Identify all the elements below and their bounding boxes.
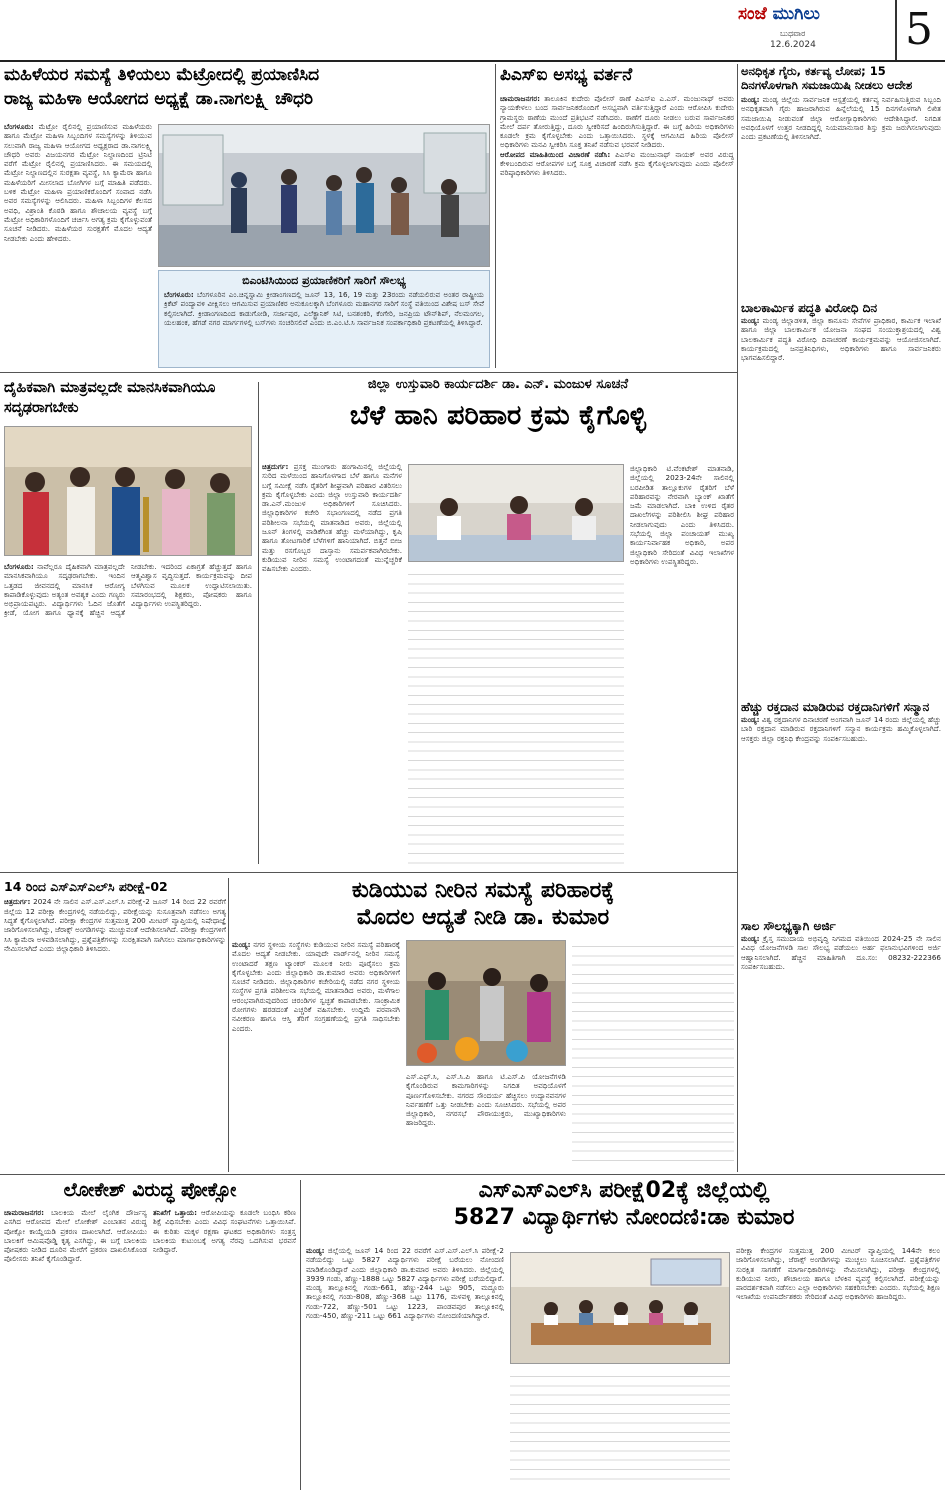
story-body-text-2: ಪಿಎಸ್‌ಐ ಮಂಜುನಾಥ್ ನಾಯಕ್ ಅವರ ವಿರುದ್ಧ ಕೇಳಿಬಂದಿರುವ ಆರೋಪಗಳ ಬಗ್ಗೆ ಸೂಕ್ತ ವಿಚಾರಣೆ ನಡೆಸಿ ಕ್ರಮ ಕೈಗೊಳ್ಳಲಾಗುವುದು ಎಂದು ಪೊಲೀಸ್ ವರಿಷ್ಠಾಧಿಕಾರಿಗಳು ತಿಳಿಸಿದರು. [500,149,734,178]
story-sslc-exam-schedule [4,880,226,1172]
story-dateline: ಚಾಮರಾಜನಗರ: [500,94,541,103]
story-body-text: ಬಾಲಕಿಯ ಮೇಲೆ ಲೈಂಗಿಕ ದೌರ್ಜನ್ಯ ಎಸಗಿದ ಆರೋಪದ ಮೇಲೆ ಲೋಕೇಶ್ ಎಂಬಾತನ ವಿರುದ್ಧ ಪೋಕ್ಸೋ ಕಾಯ್ದೆಯಡಿ ಪ್ರಕರಣ ದಾಖಲಾಗಿದೆ. ಆರೋಪಿಯು ಬಾಲಕಿಗೆ ಆಮಿಷವೊಡ್ಡಿ ಕೃತ್ಯ ಎಸಗಿದ್ದು, ಈ ಬಗ್ಗೆ ಬಾಲಕಿಯ ಪೋಷಕರು ನೀಡಿದ ದೂರಿನ ಮೇರೆಗೆ ಪ್ರಕರಣ ದಾಖಲಿಸಿಕೊಂಡ ಪೊಲೀಸರು ತನಿಖೆ ಕೈಗೊಂಡಿದ್ದಾರೆ. [4,1208,147,1264]
story-dateline: ಮಂಡ್ಯ: [232,940,251,949]
story-subhead: ತನಿಖೆಗೆ ಒತ್ತಾಯ: [153,1208,198,1217]
story-psi-misconduct [500,66,734,370]
story-body-under-photo [406,1072,566,1168]
brief-dateline: ಮಂಡ್ಯ: [741,316,760,325]
story-body-right [630,464,734,864]
brief-body [741,316,941,696]
water-photo-illustration [407,941,566,1066]
story-women-commission-metro [4,66,492,370]
bmtc-dateline: ಬೆಂಗಳೂರು: [164,290,194,299]
story-headline: ಅನಧಿಕೃತ ಗೈರು, ಕರ್ತವ್ಯ ಲೋಪ; 15 ದಿನಗಳೊಳಗಾಗಿ ಸಮಜಾಯಿಷಿ ನೀಡಲು ಆದೇಶ [741,64,913,92]
story-dateline: ಮಂಡ್ಯ: [306,1246,325,1255]
issue-date: 12.6.2024 [770,40,816,50]
story-headline: ಕುಡಿಯುವ ನೀರಿನ ಸಮಸ್ಯೆ ಪರಿಹಾರಕ್ಕೆ [351,878,615,903]
review-meeting-photo [408,464,624,562]
story-body [741,95,941,295]
story-dateline: ಮಂಡ್ಯ: [741,95,760,104]
story-headline: 14 ರಿಂದ ಎಸ್‌ಎಸ್‌ಎಲ್‌ಸಿ ಪರೀಕ್ಷೆ-02 [4,880,168,894]
story-body [232,940,400,1168]
story-subhead: ಆರೋಪದ ಮಾಹಿತಿಯಿಂದ ವಿಚಾರಣೆ ನಡೆಸಿ: [500,149,611,159]
bmtc-box-body [164,290,484,327]
story-body-text: 2024 ನೇ ಸಾಲಿನ ಎಸ್.ಎಸ್.ಎಲ್.ಸಿ ಪರೀಕ್ಷೆ-2 ಜೂನ್ 14 ರಿಂದ 22 ರವರೆಗೆ ಜಿಲ್ಲೆಯ 12 ಪರೀಕ್ಷಾ ಕೇಂದ್ರಗಳಲ್ಲಿ ನಡೆಯಲಿದ್ದು, ಪರೀಕ್ಷೆಯನ್ನು ಸುಸೂತ್ರವಾಗಿ ನಡೆಸಲು ಅಗತ್ಯ ಸಿದ್ಧತೆ ಕೈಗೊಳ್ಳಲಾಗಿದೆ. ಪರೀಕ್ಷಾ ಕೇಂದ್ರಗಳ ಸುತ್ತಮುತ್ತ 200 ಮೀಟರ್ ವ್ಯಾಪ್ತಿಯಲ್ಲಿ ನಿಷೇಧಾಜ್ಞೆ ಜಾರಿಗೊಳಿಸಲಾಗಿದ್ದು, ಜೆರಾಕ್ಸ್ ಅಂಗಡಿಗಳನ್ನು ಮುಚ್ಚುವಂತೆ ಆದೇಶಿಸಲಾಗಿದೆ. ಪರೀಕ್ಷಾ ಕೇಂದ್ರಗಳಿಗೆ ಸಿಸಿ ಕ್ಯಾಮೆರಾ ಅಳವಡಿಸಲಾಗಿದ್ದು, ಪ್ರಶ್ನೆಪತ್ರಿಕೆಗಳನ್ನು ಸುರಕ್ಷಿತವಾಗಿ ಸಾಗಿಸಲು ಮಾರ್ಗಾಧಿಕಾರಿಗಳನ್ನು ನೇಮಿಸಲಾಗಿದೆ ಎಂದು ಜಿಲ್ಲಾಧಿಕಾರಿ ತಿಳಿಸಿದರು. [4,897,226,953]
brief-headline: ಬಾಲಕಾರ್ಮಿಕ ಪದ್ಧತಿ ವಿರೋಧಿ ದಿನ [741,301,878,315]
story-body [262,462,402,862]
story-crop-loss [262,378,734,870]
story-headline: ಲೋಕೇಶ್ ವಿರುದ್ಧ ಪೋಕ್ಸೋ [63,1180,237,1201]
lamp-lighting-photo [4,426,252,556]
brief-body-text: ಮಂಡ್ಯ ಜಿಲ್ಲಾಡಳಿತ, ಜಿಲ್ಲಾ ಕಾನೂನು ಸೇವೆಗಳ ಪ್ರಾಧಿಕಾರ, ಕಾರ್ಮಿಕ ಇಲಾಖೆ ಹಾಗೂ ಜಿಲ್ಲಾ ಬಾಲಕಾರ್ಮಿಕ ಯೋಜನಾ ಸಂಘದ ಸಂಯುಕ್ತಾಶ್ರಯದಲ್ಲಿ ವಿಶ್ವ ಬಾಲಕಾರ್ಮಿಕ ಪದ್ಧತಿ ವಿರೋಧಿ ದಿನಾಚರಣೆ ಕಾರ್ಯಕ್ರಮವನ್ನು ಆಯೋಜಿಸಲಾಗಿದೆ. ಕಾರ್ಯಕ್ರಮದಲ್ಲಿ ಜನಪ್ರತಿನಿಧಿಗಳು, ಅಧಿಕಾರಿಗಳು ಹಾಗೂ ಸಾರ್ವಜನಿಕರು ಭಾಗವಹಿಸಲಿದ್ದಾರೆ. [741,316,941,363]
story-body [4,1208,296,1484]
brief-dateline: ಮಂಡ್ಯ: [741,715,760,724]
brief-body-2 [741,715,941,915]
story-headline-line-2: ಮೊದಲ ಆದ್ಯತೆ ನೀಡಿ ಡಾ. ಕುಮಾರ [356,905,610,931]
metro-station-photo [158,124,490,267]
story-headline-line-2: ರಾಜ್ಯ ಮಹಿಳಾ ಆಯೋಗದ ಅಧ್ಯಕ್ಷೆ ಡಾ.ನಾಗಲಕ್ಷ್ಮಿ ಚೌಧರಿ [4,90,313,109]
story-body-text-2: ಬಳಿಕ ಮೆಟ್ರೋ ಮಹಿಳಾ ಪ್ರಯಾಣಿಕರೊಂದಿಗೆ ಸಂವಾದ ನಡೆಸಿ ಅವರ ಸಮಸ್ಯೆಗಳನ್ನು ಆಲಿಸಿದರು. ಮಹಿಳಾ ಸಿಬ್ಬಂದಿಗಳ ಕೆಲಸದ ಅವಧಿ, ವಿಶ್ರಾಂತಿ ಕೊಠಡಿ ಹಾಗೂ ಶೌಚಾಲಯ ವ್ಯವಸ್ಥೆ ಬಗ್ಗೆ ಮೆಟ್ರೋ ಅಧಿಕಾರಿಗಳೊಂದಿಗೆ ಚರ್ಚಿಸಿ ಅಗತ್ಯ ಕ್ರಮ ಕೈಗೊಳ್ಳುವಂತೆ ಸೂಚನೆ ನೀಡಿದರು. ಮಹಿಳೆಯರ ಸುರಕ್ಷತೆಗೆ ಮೊದಲ ಆದ್ಯತೆ ನೀಡಬೇಕು ಎಂದು ಹೇಳಿದರು. [4,187,152,243]
story-body-under-photo [510,1370,730,1484]
page-number: 5 [895,0,933,60]
story-body [4,562,252,862]
water-queue-photo [406,940,566,1066]
story-headline: ದೈಹಿಕವಾಗಿ ಮಾತ್ರವಲ್ಲದೇ ಮಾನಸಿಕವಾಗಿಯೂ ಸದೃಢರಾಗಬೇಕು [4,380,216,416]
story-body-text: ಪ್ರಸಕ್ತ ಮುಂಗಾರು ಹಂಗಾಮಿನಲ್ಲಿ ಜಿಲ್ಲೆಯಲ್ಲಿ ಸುರಿದ ಮಳೆಯಿಂದ ಹಾನಿಗೊಳಗಾದ ಬೆಳೆ ಹಾಗೂ ಮನೆಗಳ ಬಗ್ಗೆ ಸಮೀಕ್ಷೆ ನಡೆಸಿ ರೈತರಿಗೆ ಶೀಘ್ರವಾಗಿ ಪರಿಹಾರ ವಿತರಿಸಲು ಕ್ರಮ ಕೈಗೊಳ್ಳಬೇಕು ಎಂದು ಜಿಲ್ಲಾ ಉಸ್ತುವಾರಿ ಕಾರ್ಯದರ್ಶಿ ಡಾ.ಎನ್.ಮಂಜುಳ ಅಧಿಕಾರಿಗಳಿಗೆ ಸೂಚಿಸಿದರು. ಜಿಲ್ಲಾಧಿಕಾರಿಗಳ ಕಚೇರಿ ಸಭಾಂಗಣದಲ್ಲಿ ನಡೆದ ಪ್ರಗತಿ ಪರಿಶೀಲನಾ ಸಭೆಯಲ್ಲಿ ಮಾತನಾಡಿದ ಅವರು, ಜಿಲ್ಲೆಯಲ್ಲಿ ಜೂನ್ ತಿಂಗಳಲ್ಲಿ ವಾಡಿಕೆಗಿಂತ ಹೆಚ್ಚು ಮಳೆಯಾಗಿದ್ದು, ಕೃಷಿ ಹಾಗೂ ತೋಟಗಾರಿಕೆ ಬೆಳೆಗಳಿಗೆ ಹಾನಿಯಾಗಿದೆ. ಬಿತ್ತನೆ ಬೀಜ ಮತ್ತು ರಸಗೊಬ್ಬರ ದಾಸ್ತಾನು ಸಮರ್ಪಕವಾಗಿರಬೇಕು. ಕುಡಿಯುವ ನೀರಿನ ಸಮಸ್ಯೆ ಉಂಟಾಗದಂತೆ ಮುನ್ನೆಚ್ಚರಿಕೆ ವಹಿಸಬೇಕು ಎಂದರು. [262,462,402,574]
brief-dateline: ಮಂಡ್ಯ: [741,934,760,943]
bmtc-box [158,270,490,368]
exam-meeting-illustration [511,1253,730,1364]
story-dateline: ಚಿತ್ರದುರ್ಗ: [262,462,289,471]
story-body [4,897,226,1167]
story-headline-line-2: 5827 ವಿದ್ಯಾರ್ಥಿಗಳು ನೋಂದಣಿ:ಡಾ ಕುಮಾರ [453,1205,795,1231]
story-sslc-registration [306,1178,942,1488]
story-body-right [572,940,734,1168]
story-headline: ಬೆಳೆ ಹಾನಿ ಪರಿಹಾರ ಕ್ರಮ ಕೈಗೊಳ್ಳಿ [349,399,647,431]
story-headline: ಪಿಎಸ್‌ಐ ಅಸಭ್ಯ ವರ್ತನೆ [500,66,633,85]
meeting-photo-illustration [409,465,624,562]
story-drinking-water [232,878,734,1172]
story-dateline: ಚಿತ್ರದುರ್ಗ: [4,897,31,907]
story-body-continued [408,568,624,864]
exam-meeting-photo [510,1252,730,1364]
story-body-text-2: ಪರೀಕ್ಷಾ ಕೇಂದ್ರಗಳ ಸುತ್ತಮುತ್ತ 200 ಮೀಟರ್ ವ್ಯಾಪ್ತಿಯಲ್ಲಿ 144ನೇ ಕಲಂ ಜಾರಿಗೊಳಿಸಲಾಗಿದ್ದು, ಜೆರಾಕ್ಸ್ ಅಂಗಡಿಗಳನ್ನು ಮುಚ್ಚಲು ಸೂಚಿಸಲಾಗಿದೆ. ಪ್ರಶ್ನೆಪತ್ರಿಕೆಗಳ ಸುರಕ್ಷಿತ ಸಾಗಣೆಗೆ ಮಾರ್ಗಾಧಿಕಾರಿಗಳನ್ನು ನೇಮಿಸಲಾಗಿದ್ದು, ಪರೀಕ್ಷಾ ಕೇಂದ್ರಗಳಲ್ಲಿ ಕುಡಿಯುವ ನೀರು, ಶೌಚಾಲಯ ಹಾಗೂ ಬೆಳಕಿನ ವ್ಯವಸ್ಥೆ ಕಲ್ಪಿಸಲಾಗಿದೆ. ಪರೀಕ್ಷೆಯನ್ನು ಪಾರದರ್ಶಕವಾಗಿ ನಡೆಸಲು ಎಲ್ಲಾ ಅಧಿಕಾರಿಗಳು ಸಹಕರಿಸಬೇಕು ಎಂದರು. ಸಭೆಯಲ್ಲಿ ಶಿಕ್ಷಣ ಇಲಾಖೆಯ ಉಪನಿರ್ದೇಶಕರು ಸೇರಿದಂತೆ ವಿವಿಧ ಅಧಿಕಾರಿಗಳು ಹಾಜರಿದ್ದರು. [736,1246,940,1302]
story-body-text-2: ಆರೋಪಿಯನ್ನು ಕೂಡಲೇ ಬಂಧಿಸಿ ಕಠಿಣ ಶಿಕ್ಷೆ ವಿಧಿಸಬೇಕು ಎಂದು ವಿವಿಧ ಸಂಘಟನೆಗಳು ಒತ್ತಾಯಿಸಿವೆ. ಈ ಕುರಿತು ಮಕ್ಕಳ ರಕ್ಷಣಾ ಘಟಕದ ಅಧಿಕಾರಿಗಳು ಸಂತ್ರಸ್ತ ಬಾಲಕಿಯ ಕುಟುಂಬಕ್ಕೆ ಅಗತ್ಯ ನೆರವು ಒದಗಿಸುವ ಭರವಸೆ ನೀಡಿದ್ದಾರೆ. [153,1208,296,1255]
story-body [500,94,734,368]
story-body-text: ಮಂಡ್ಯ ಜಿಲ್ಲೆಯ ಸಾರ್ವಜನಿಕ ಆಸ್ಪತ್ರೆಯಲ್ಲಿ ಕರ್ತವ್ಯ ನಿರ್ವಹಿಸುತ್ತಿರುವ ಸಿಬ್ಬಂದಿ ಅನಧಿಕೃತವಾಗಿ ಗೈರು ಹಾಜರಾಗಿರುವ ಹಿನ್ನೆಲೆಯಲ್ಲಿ 15 ದಿನಗಳೊಳಗಾಗಿ ಲಿಖಿತ ಸಮಜಾಯಿಷಿ ನೀಡುವಂತೆ ಜಿಲ್ಲಾ ಆರೋಗ್ಯಾಧಿಕಾರಿಗಳು ಆದೇಶಿಸಿದ್ದಾರೆ. ನಿಗದಿತ ಅವಧಿಯೊಳಗೆ ಉತ್ತರ ನೀಡದಿದ್ದಲ್ಲಿ ನಿಯಮಾನುಸಾರ ಶಿಸ್ತು ಕ್ರಮ ಜರುಗಿಸಲಾಗುವುದು ಎಂದು ಪ್ರಕಟಣೆಯಲ್ಲಿ ತಿಳಿಸಲಾಗಿದೆ. [741,95,941,142]
story-dateline: ಬೆಂಗಳೂರು: [4,122,34,131]
brand-logo: ಸಂಜೆ ಮುಗಿಲು [738,4,820,24]
story-body-right [736,1246,940,1484]
story-dateline: ಬೆಂಗಳೂರು: [4,562,34,571]
story-dateline: ಚಾಮರಾಜನಗರ: [4,1208,45,1217]
brief-headline-3: ಸಾಲ ಸೌಲಭ್ಯಕ್ಕಾಗಿ ಅರ್ಜಿ [741,919,836,933]
story-headline: ಮಹಿಳೆಯರ ಸಮಸ್ಯೆ ತಿಳಿಯಲು ಮೆಟ್ರೋದಲ್ಲಿ ಪ್ರಯಾಣಿಸಿದ [4,66,320,85]
story-kicker: ಜಿಲ್ಲಾ ಉಸ್ತುವಾರಿ ಕಾರ್ಯದರ್ಶಿ ಡಾ. ಎನ್. ಮಂಜುಳ ಸೂಚನೆ [367,378,629,392]
bmtc-box-title: ಬಿಎಂಟಿಸಿಯಿಂದ ಪ್ರಯಾಣಿಕರಿಗೆ ಸಾರಿಗೆ ಸೌಲಭ್ಯ [242,274,406,287]
story-body-text: ಜಿಲ್ಲೆಯಲ್ಲಿ ಜೂನ್ 14 ರಿಂದ 22 ರವರೆಗೆ ಎಸ್.ಎಸ್.ಎಲ್.ಸಿ ಪರೀಕ್ಷೆ-2 ನಡೆಯಲಿದ್ದು ಒಟ್ಟು 5827 ವಿದ್ಯಾರ್ಥಿಗಳು ಪರೀಕ್ಷೆ ಬರೆಯಲು ನೋಂದಣಿ ಮಾಡಿಕೊಂಡಿದ್ದಾರೆ ಎಂದು ಜಿಲ್ಲಾಧಿಕಾರಿ ಡಾ.ಕುಮಾರ ಅವರು ತಿಳಿಸಿದರು. ಜಿಲ್ಲೆಯಲ್ಲಿ 3939 ಗಂಡು, ಹೆಣ್ಣು-1888 ಒಟ್ಟು 5827 ವಿದ್ಯಾರ್ಥಿಗಳು ಪರೀಕ್ಷೆ ಬರೆಯಲಿದ್ದಾರೆ. ಮಂಡ್ಯ ತಾಲ್ಲೂಕಿನಲ್ಲಿ ಗಂಡು-661, ಹೆಣ್ಣು-244 ಒಟ್ಟು 905, ಮದ್ದೂರು ತಾಲ್ಲೂಕಿನಲ್ಲಿ ಗಂಡು-808, ಹೆಣ್ಣು-368 ಒಟ್ಟು 1176, ಮಳವಳ್ಳಿ ತಾಲ್ಲೂಕಿನಲ್ಲಿ ಗಂಡು-722, ಹೆಣ್ಣು-501 ಒಟ್ಟು 1223, ಪಾಂಡವಪುರ ತಾಲ್ಲೂಕಿನಲ್ಲಿ ಗಂಡು-450, ಹೆಣ್ಣು-211 ಒಟ್ಟು 661 ವಿದ್ಯಾರ್ಥಿಗಳು ನೋಂದಣಿಯಾಗಿದ್ದಾರೆ. [306,1246,504,1321]
masthead [0,0,945,62]
brief-headline-2: ಹೆಚ್ಚು ರಕ್ತದಾನ ಮಾಡಿರುವ ರಕ್ತದಾನಿಗಳಿಗೆ ಸನ್ಮಾನ [741,700,930,714]
story-body [306,1246,504,1484]
story-body-text-2: ಎಸ್.ಎಫ್.ಸಿ, ಎಸ್.ಸಿ.ಪಿ ಹಾಗೂ ಟಿ.ಎಸ್.ಪಿ ಯೋಜನೆಗಳಡಿ ಕೈಗೊಂಡಿರುವ ಕಾಮಗಾರಿಗಳನ್ನು ನಿಗದಿತ ಅವಧಿಯೊಳಗೆ ಪೂರ್ಣಗೊಳಿಸಬೇಕು. ನಗರದ ಸೌಂದರ್ಯ ಹೆಚ್ಚಿಸಲು ಉದ್ಯಾನವನಗಳ ನಿರ್ವಹಣೆಗೆ ಒತ್ತು ನೀಡಬೇಕು ಎಂದು ಸೂಚಿಸಿದರು. ಸಭೆಯಲ್ಲಿ ಅಪರ ಜಿಲ್ಲಾಧಿಕಾರಿ, ನಗರಸಭೆ ಪೌರಾಯುಕ್ತರು, ಮುಖ್ಯಾಧಿಕಾರಿಗಳು ಹಾಜರಿದ್ದರು. [406,1072,566,1128]
brief-body-text: ವಿಶ್ವ ರಕ್ತದಾನಿಗಳ ದಿನಾಚರಣೆ ಅಂಗವಾಗಿ ಜೂನ್ 14 ರಂದು ಜಿಲ್ಲೆಯಲ್ಲಿ ಹೆಚ್ಚು ಬಾರಿ ರಕ್ತದಾನ ಮಾಡಿರುವ ರಕ್ತದಾನಿಗಳಿಗೆ ಸನ್ಮಾನ ಕಾರ್ಯಕ್ರಮ ಹಮ್ಮಿಕೊಳ್ಳಲಾಗಿದೆ. ಆಸಕ್ತರು ಜಿಲ್ಲಾ ರಕ್ತನಿಧಿ ಕೇಂದ್ರವನ್ನು ಸಂಪರ್ಕಿಸಬಹುದು. [741,715,941,743]
story-body [4,122,152,362]
story-body-text: ನಾವೆಲ್ಲರೂ ದೈಹಿಕವಾಗಿ ಮಾತ್ರವಲ್ಲದೇ ಮಾನಸಿಕವಾಗಿಯೂ ಸದೃಢರಾಗಬೇಕು. ಇಂದಿನ ಒತ್ತಡದ ಜೀವನದಲ್ಲಿ ಮಾನಸಿಕ ಆರೋಗ್ಯ ಕಾಪಾಡಿಕೊಳ್ಳುವುದು ಅತ್ಯಂತ ಅವಶ್ಯಕ ಎಂದು ಗಣ್ಯರು ಅಭಿಪ್ರಾಯಪಟ್ಟರು. ವಿದ್ಯಾರ್ಥಿಗಳು ಓದಿನ ಜೊತೆಗೆ ಕ್ರೀಡೆ, ಯೋಗ ಹಾಗೂ ಧ್ಯಾನಕ್ಕೆ ಹೆಚ್ಚಿನ ಆದ್ಯತೆ ನೀಡಬೇಕು. ಇದರಿಂದ ಏಕಾಗ್ರತೆ ಹೆಚ್ಚುತ್ತದೆ ಹಾಗೂ ಆತ್ಮವಿಶ್ವಾಸ ವೃದ್ಧಿಸುತ್ತದೆ. ಕಾರ್ಯಕ್ರಮವನ್ನು ದೀಪ ಬೆಳಗಿಸುವ ಮೂಲಕ ಉದ್ಘಾಟಿಸಲಾಯಿತು. ಸಮಾರಂಭದಲ್ಲಿ ಶಿಕ್ಷಕರು, ಪೋಷಕರು ಹಾಗೂ ವಿದ್ಯಾರ್ಥಿಗಳು ಉಪಸ್ಥಿತರಿದ್ದರು. [4,562,252,618]
issue-day: ಬುಧವಾರ [780,29,806,38]
story-body-text: ನಗರ ಸ್ಥಳೀಯ ಸಂಸ್ಥೆಗಳು ಕುಡಿಯುವ ನೀರಿನ ಸಮಸ್ಯೆ ಪರಿಹಾರಕ್ಕೆ ಮೊದಲ ಆದ್ಯತೆ ನೀಡಬೇಕು. ಯಾವುದೇ ವಾರ್ಡ್‌ನಲ್ಲಿ ನೀರಿನ ಸಮಸ್ಯೆ ಉಂಟಾದರೆ ತಕ್ಷಣ ಟ್ಯಾಂಕರ್ ಮೂಲಕ ನೀರು ಪೂರೈಸಲು ಕ್ರಮ ಕೈಗೊಳ್ಳಬೇಕು ಎಂದು ಜಿಲ್ಲಾಧಿಕಾರಿ ಡಾ.ಕುಮಾರ ಅವರು ಅಧಿಕಾರಿಗಳಿಗೆ ಸೂಚನೆ ನೀಡಿದರು. ಜಿಲ್ಲಾಧಿಕಾರಿಗಳ ಕಚೇರಿಯಲ್ಲಿ ನಡೆದ ನಗರ ಸ್ಥಳೀಯ ಸಂಸ್ಥೆಗಳ ಪ್ರಗತಿ ಪರಿಶೀಲನಾ ಸಭೆಯಲ್ಲಿ ಮಾತನಾಡಿದ ಅವರು, ಮಳೆಗಾಲ ಆರಂಭವಾಗಿರುವುದರಿಂದ ಚರಂಡಿಗಳ ಸ್ವಚ್ಛತೆ ಕಾಪಾಡಬೇಕು. ಸಾಂಕ್ರಾಮಿಕ ರೋಗಗಳು ಹರಡದಂತೆ ಎಚ್ಚರಿಕೆ ವಹಿಸಬೇಕು. ಉದ್ದಿಮೆ ಪರವಾನಗಿ ನವೀಕರಣ ಹಾಗೂ ಆಸ್ತಿ ತೆರಿಗೆ ಸಂಗ್ರಹಣೆಯಲ್ಲಿ ಪ್ರಗತಿ ಸಾಧಿಸಬೇಕು ಎಂದರು. [232,940,400,1033]
brief-body-text: ಕ್ರೈಸ್ತ ಸಮುದಾಯ ಅಭಿವೃದ್ಧಿ ನಿಗಮದ ವತಿಯಿಂದ 2024-25 ನೇ ಸಾಲಿನ ವಿವಿಧ ಯೋಜನೆಗಳಡಿ ಸಾಲ ಸೌಲಭ್ಯ ಪಡೆಯಲು ಅರ್ಹ ಫಲಾನುಭವಿಗಳಿಂದ ಅರ್ಜಿ ಆಹ್ವಾನಿಸಲಾಗಿದೆ. ಹೆಚ್ಚಿನ ಮಾಹಿತಿಗಾಗಿ ದೂ.ಸಂ: 08232-222366 ಸಂಪರ್ಕಿಸಬಹುದು. [741,934,941,971]
brief-body-3 [741,934,941,1104]
event-photo-illustration [5,427,252,556]
story-body-text-2: ಜಿಲ್ಲಾಧಿಕಾರಿ ಟಿ.ವೆಂಕಟೇಶ್ ಮಾತನಾಡಿ, ಜಿಲ್ಲೆಯಲ್ಲಿ 2023-24ನೇ ಸಾಲಿನಲ್ಲಿ ಬರಪೀಡಿತ ತಾಲ್ಲೂಕುಗಳ ರೈತರಿಗೆ ಬೆಳೆ ಪರಿಹಾರವನ್ನು ನೇರವಾಗಿ ಬ್ಯಾಂಕ್ ಖಾತೆಗೆ ಜಮೆ ಮಾಡಲಾಗಿದೆ. ಬಾಕಿ ಉಳಿದ ರೈತರ ದಾಖಲೆಗಳನ್ನು ಪರಿಶೀಲಿಸಿ ಶೀಘ್ರ ಪರಿಹಾರ ನೀಡಲಾಗುವುದು ಎಂದು ತಿಳಿಸಿದರು. ಸಭೆಯಲ್ಲಿ ಜಿಲ್ಲಾ ಪಂಚಾಯತ್ ಮುಖ್ಯ ಕಾರ್ಯನಿರ್ವಾಹಕ ಅಧಿಕಾರಿ, ಅಪರ ಜಿಲ್ಲಾಧಿಕಾರಿ ಸೇರಿದಂತೆ ವಿವಿಧ ಇಲಾಖೆಗಳ ಅಧಿಕಾರಿಗಳು ಉಪಸ್ಥಿತರಿದ್ದರು. [630,464,734,566]
story-headline: ಎಸ್‌ಎಸ್‌ಎಲ್‌ಸಿ ಪರೀಕ್ಷೆ02ಕ್ಕೆ ಜಿಲ್ಲೆಯಲ್ಲಿ [478,1178,770,1203]
bmtc-body-text: ಬೆಂಗಳೂರಿನ ಎಂ.ಚಿನ್ನಸ್ವಾಮಿ ಕ್ರೀಡಾಂಗಣದಲ್ಲಿ ಜೂನ್ 13, 16, 19 ಮತ್ತು 23ರಂದು ನಡೆಯಲಿರುವ ಅಂತರ ರಾಷ್ಟ್ರೀಯ ಕ್ರಿಕೆಟ್ ಪಂದ್ಯಾವಳಿ ವೀಕ್ಷಿಸಲು ಆಗಮಿಸುವ ಪ್ರಯಾಣಿಕರ ಅನುಕೂಲಕ್ಕಾಗಿ ಬೆಂಗಳೂರು ಮಹಾನಗರ ಸಾರಿಗೆ ಸಂಸ್ಥೆ ವತಿಯಿಂದ ವಿಶೇಷ ಬಸ್ ಸೇವೆ ಕಲ್ಪಿಸಲಾಗಿದೆ. ಕ್ರೀಡಾಂಗಣದಿಂದ ಕಾಡುಗೋಡಿ, ಸರ್ಜಾಪುರ, ಎಲೆಕ್ಟ್ರಾನಿಕ್ ಸಿಟಿ, ಬನಶಂಕರಿ, ಕೆಂಗೇರಿ, ಜನಪ್ರಿಯ ಟೌನ್‌ಶಿಪ್, ನೆಲಮಂಗಲ, ಯಲಹಂಕ, ಹೆಗಡೆ ನಗರ ಮಾರ್ಗಗಳಲ್ಲಿ ಬಸ್‌ಗಳು ಸಂಚರಿಸಲಿವೆ ಎಂದು ಬಿ.ಎಂ.ಟಿ.ಸಿ ಸಾರ್ವಜನಿಕ ಸಂಪರ್ಕಾಧಿಕಾರಿ ಪ್ರಕಟಣೆಯಲ್ಲಿ ತಿಳಿಸಿದ್ದಾರೆ. [164,290,484,327]
story-mental-health [4,378,255,870]
right-column-briefs [741,64,941,1172]
story-pocso-case [4,1180,296,1486]
metro-photo-illustration [159,125,490,267]
story-body-text: ಮೆಟ್ರೋ ರೈಲಿನಲ್ಲಿ ಪ್ರಯಾಣಿಸುವ ಮಹಿಳೆಯರು ಹಾಗೂ ಮೆಟ್ರೋ ಮಹಿಳಾ ಸಿಬ್ಬಂದಿಗಳ ಸಮಸ್ಯೆಗಳನ್ನು ತಿಳಿಯುವ ಸಲುವಾಗಿ ರಾಜ್ಯ ಮಹಿಳಾ ಆಯೋಗದ ಅಧ್ಯಕ್ಷರಾದ ಡಾ.ನಾಗಲಕ್ಷ್ಮಿ ಚೌಧರಿ ಅವರು ವಿಜಯನಗರ ಮೆಟ್ರೋ ನಿಲ್ದಾಣದಿಂದ ಟ್ರಿನಿಟಿ ವರೆಗೆ ಮೆಟ್ರೋ ರೈಲಿನಲ್ಲಿ ಪ್ರಯಾಣಿಸಿದರು. ಈ ಸಮಯದಲ್ಲಿ ಮೆಟ್ರೋ ನಿಲ್ದಾಣದಲ್ಲಿನ ಸುರಕ್ಷತಾ ವ್ಯವಸ್ಥೆ, ಸಿಸಿ ಕ್ಯಾಮೆರಾ ಹಾಗೂ ಮಹಿಳೆಯರಿಗೆ ಮೀಸಲಾದ ಬೋಗಿಗಳ ಬಗ್ಗೆ ಮಾಹಿತಿ ಪಡೆದರು. [4,122,152,187]
story-body-text: ತಾಲೂಕಿನ ಕುದೇರು ಪೊಲೀಸ್ ಠಾಣೆ ಪಿಎಸ್‌ಐ ಎ.ಎಸ್. ಮಂಜುನಾಥ್ ಅವರು ನ್ಯಾಯಕೇಳಲು ಬಂದ ಸಾರ್ವಜನಿಕರೊಂದಿಗೆ ಅಸಭ್ಯವಾಗಿ ವರ್ತಿಸುತ್ತಿದ್ದಾರೆ ಎಂದು ಆರೋಪಿಸಿ ಕುದೇರು ಗ್ರಾಮಸ್ಥರು ಠಾಣೆಯ ಮುಂದೆ ಪ್ರತಿಭಟನೆ ನಡೆಸಿದರು. ಠಾಣೆಗೆ ದೂರು ನೀಡಲು ಬರುವ ಸಾರ್ವಜನಿಕರ ಮೇಲೆ ದರ್ಪ ತೋರುತ್ತಿದ್ದು, ದೂರು ಸ್ವೀಕರಿಸದೆ ಹಿಂದಿರುಗಿಸುತ್ತಿದ್ದಾರೆ. ಈ ಬಗ್ಗೆ ಹಿರಿಯ ಅಧಿಕಾರಿಗಳು ಕೂಡಲೇ ಕ್ರಮ ಕೈಗೊಳ್ಳಬೇಕು ಎಂದು ಒತ್ತಾಯಿಸಿದರು. ಸ್ಥಳಕ್ಕೆ ಆಗಮಿಸಿದ ಹಿರಿಯ ಪೊಲೀಸ್ ಅಧಿಕಾರಿಗಳು ಮನವಿ ಸ್ವೀಕರಿಸಿ ಸೂಕ್ತ ತನಿಖೆ ನಡೆಸುವ ಭರವಸೆ ನೀಡಿದರು. [500,94,734,150]
